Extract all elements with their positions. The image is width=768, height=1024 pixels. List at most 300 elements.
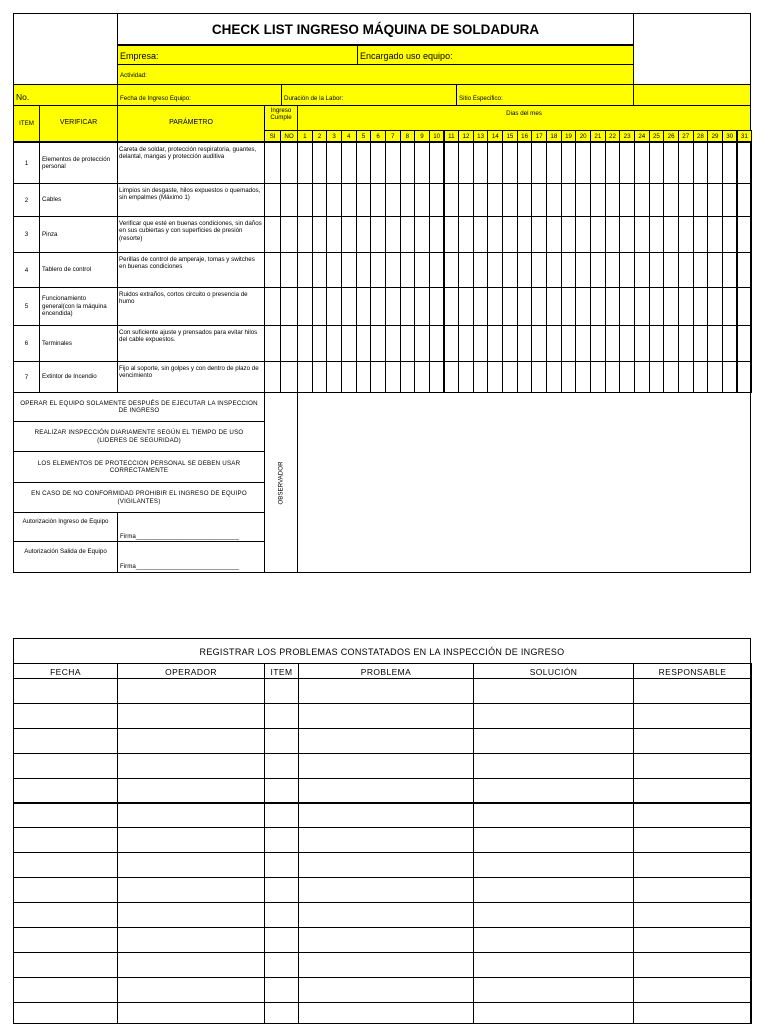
day-checkbox[interactable] — [678, 287, 694, 326]
day-checkbox[interactable] — [502, 361, 518, 393]
problems-cell[interactable] — [473, 753, 634, 779]
day-checkbox[interactable] — [531, 183, 547, 217]
problems-cell[interactable] — [633, 827, 752, 853]
day-checkbox[interactable] — [400, 361, 416, 393]
day-checkbox[interactable] — [429, 183, 445, 217]
day-checkbox[interactable] — [326, 142, 342, 184]
day-checkbox[interactable] — [487, 325, 503, 362]
day-checkbox[interactable] — [517, 142, 533, 184]
day-checkbox[interactable] — [590, 325, 606, 362]
day-checkbox[interactable] — [473, 287, 489, 326]
problems-cell[interactable] — [13, 778, 118, 804]
day-checkbox[interactable] — [429, 252, 445, 288]
day-checkbox[interactable] — [693, 361, 709, 393]
problems-cell[interactable] — [473, 778, 634, 804]
day-checkbox[interactable] — [385, 216, 401, 253]
day-checkbox[interactable] — [297, 252, 313, 288]
day-checkbox[interactable] — [663, 183, 679, 217]
day-checkbox[interactable] — [502, 325, 518, 362]
day-checkbox[interactable] — [561, 183, 577, 217]
day-checkbox[interactable] — [634, 361, 650, 393]
day-checkbox[interactable] — [502, 287, 518, 326]
day-checkbox[interactable] — [370, 361, 386, 393]
day-checkbox[interactable] — [546, 361, 562, 393]
day-checkbox[interactable] — [312, 252, 328, 288]
problems-cell[interactable] — [117, 827, 265, 853]
day-checkbox[interactable] — [707, 216, 723, 253]
day-checkbox[interactable] — [458, 252, 474, 288]
si-checkbox[interactable] — [264, 216, 281, 253]
day-checkbox[interactable] — [649, 142, 665, 184]
day-checkbox[interactable] — [414, 325, 430, 362]
day-checkbox[interactable] — [707, 183, 723, 217]
problems-cell[interactable] — [117, 977, 265, 1003]
day-checkbox[interactable] — [297, 216, 313, 253]
day-checkbox[interactable] — [458, 183, 474, 217]
day-checkbox[interactable] — [605, 252, 621, 288]
day-checkbox[interactable] — [678, 325, 694, 362]
day-checkbox[interactable] — [678, 252, 694, 288]
day-checkbox[interactable] — [517, 361, 533, 393]
day-checkbox[interactable] — [517, 216, 533, 253]
problems-cell[interactable] — [117, 952, 265, 978]
day-checkbox[interactable] — [663, 252, 679, 288]
problems-cell[interactable] — [117, 678, 265, 704]
day-checkbox[interactable] — [297, 287, 313, 326]
day-checkbox[interactable] — [663, 142, 679, 184]
no-checkbox[interactable] — [280, 142, 298, 184]
day-checkbox[interactable] — [312, 142, 328, 184]
problems-cell[interactable] — [13, 927, 118, 953]
day-checkbox[interactable] — [473, 142, 489, 184]
problems-cell[interactable] — [633, 778, 752, 804]
day-checkbox[interactable] — [590, 287, 606, 326]
day-checkbox[interactable] — [517, 325, 533, 362]
day-checkbox[interactable] — [341, 325, 357, 362]
duracion-field[interactable] — [281, 84, 457, 106]
problems-cell[interactable] — [13, 902, 118, 928]
no-checkbox[interactable] — [280, 252, 298, 288]
day-checkbox[interactable] — [561, 325, 577, 362]
day-checkbox[interactable] — [546, 325, 562, 362]
day-checkbox[interactable] — [663, 287, 679, 326]
day-checkbox[interactable] — [707, 361, 723, 393]
day-checkbox[interactable] — [502, 252, 518, 288]
day-checkbox[interactable] — [326, 216, 342, 253]
day-checkbox[interactable] — [531, 361, 547, 393]
problems-cell[interactable] — [633, 877, 752, 903]
no-checkbox[interactable] — [280, 287, 298, 326]
day-checkbox[interactable] — [444, 183, 460, 217]
problems-cell[interactable] — [13, 952, 118, 978]
no-field[interactable] — [13, 84, 118, 106]
day-checkbox[interactable] — [663, 325, 679, 362]
problems-cell[interactable] — [264, 852, 299, 878]
problems-cell[interactable] — [298, 678, 474, 704]
day-checkbox[interactable] — [605, 287, 621, 326]
day-checkbox[interactable] — [487, 252, 503, 288]
day-checkbox[interactable] — [297, 325, 313, 362]
day-checkbox[interactable] — [385, 252, 401, 288]
day-checkbox[interactable] — [326, 252, 342, 288]
problems-cell[interactable] — [298, 927, 474, 953]
day-checkbox[interactable] — [370, 287, 386, 326]
day-checkbox[interactable] — [619, 183, 635, 217]
problems-cell[interactable] — [117, 877, 265, 903]
problems-cell[interactable] — [264, 703, 299, 729]
actividad-field[interactable] — [117, 64, 634, 85]
problems-cell[interactable] — [473, 678, 634, 704]
day-checkbox[interactable] — [341, 142, 357, 184]
day-checkbox[interactable] — [370, 325, 386, 362]
day-checkbox[interactable] — [502, 216, 518, 253]
problems-cell[interactable] — [13, 728, 118, 754]
day-checkbox[interactable] — [487, 287, 503, 326]
problems-cell[interactable] — [298, 778, 474, 804]
day-checkbox[interactable] — [605, 142, 621, 184]
problems-cell[interactable] — [298, 902, 474, 928]
problems-cell[interactable] — [264, 753, 299, 779]
day-checkbox[interactable] — [487, 361, 503, 393]
problems-cell[interactable] — [633, 977, 752, 1003]
day-checkbox[interactable] — [737, 325, 753, 362]
problems-cell[interactable] — [298, 877, 474, 903]
day-checkbox[interactable] — [414, 183, 430, 217]
day-checkbox[interactable] — [722, 287, 738, 326]
problems-cell[interactable] — [298, 703, 474, 729]
day-checkbox[interactable] — [444, 361, 460, 393]
day-checkbox[interactable] — [531, 216, 547, 253]
day-checkbox[interactable] — [356, 361, 372, 393]
problems-cell[interactable] — [298, 1002, 474, 1024]
day-checkbox[interactable] — [531, 252, 547, 288]
day-checkbox[interactable] — [575, 325, 591, 362]
day-checkbox[interactable] — [458, 361, 474, 393]
problems-cell[interactable] — [473, 927, 634, 953]
day-checkbox[interactable] — [575, 216, 591, 253]
si-checkbox[interactable] — [264, 325, 281, 362]
problems-cell[interactable] — [13, 977, 118, 1003]
day-checkbox[interactable] — [385, 183, 401, 217]
day-checkbox[interactable] — [326, 183, 342, 217]
day-checkbox[interactable] — [561, 142, 577, 184]
day-checkbox[interactable] — [341, 361, 357, 393]
day-checkbox[interactable] — [414, 287, 430, 326]
problems-cell[interactable] — [117, 1002, 265, 1024]
problems-cell[interactable] — [117, 902, 265, 928]
problems-cell[interactable] — [264, 803, 299, 829]
day-checkbox[interactable] — [312, 361, 328, 393]
day-checkbox[interactable] — [341, 252, 357, 288]
day-checkbox[interactable] — [400, 216, 416, 253]
day-checkbox[interactable] — [458, 287, 474, 326]
day-checkbox[interactable] — [575, 361, 591, 393]
day-checkbox[interactable] — [370, 183, 386, 217]
problems-cell[interactable] — [473, 902, 634, 928]
day-checkbox[interactable] — [517, 287, 533, 326]
day-checkbox[interactable] — [649, 361, 665, 393]
day-checkbox[interactable] — [429, 216, 445, 253]
day-checkbox[interactable] — [649, 287, 665, 326]
day-checkbox[interactable] — [737, 287, 753, 326]
day-checkbox[interactable] — [400, 252, 416, 288]
day-checkbox[interactable] — [693, 252, 709, 288]
day-checkbox[interactable] — [722, 325, 738, 362]
problems-cell[interactable] — [13, 703, 118, 729]
day-checkbox[interactable] — [546, 183, 562, 217]
no-checkbox[interactable] — [280, 216, 298, 253]
day-checkbox[interactable] — [605, 325, 621, 362]
day-checkbox[interactable] — [575, 142, 591, 184]
day-checkbox[interactable] — [634, 216, 650, 253]
problems-cell[interactable] — [264, 827, 299, 853]
day-checkbox[interactable] — [356, 252, 372, 288]
day-checkbox[interactable] — [649, 325, 665, 362]
day-checkbox[interactable] — [444, 252, 460, 288]
problems-cell[interactable] — [473, 877, 634, 903]
day-checkbox[interactable] — [487, 183, 503, 217]
no-checkbox[interactable] — [280, 325, 298, 362]
day-checkbox[interactable] — [561, 287, 577, 326]
day-checkbox[interactable] — [487, 216, 503, 253]
day-checkbox[interactable] — [693, 325, 709, 362]
encargado-field[interactable] — [357, 45, 634, 65]
day-checkbox[interactable] — [400, 142, 416, 184]
problems-cell[interactable] — [473, 952, 634, 978]
day-checkbox[interactable] — [575, 183, 591, 217]
day-checkbox[interactable] — [356, 183, 372, 217]
day-checkbox[interactable] — [356, 325, 372, 362]
problems-cell[interactable] — [117, 703, 265, 729]
day-checkbox[interactable] — [458, 216, 474, 253]
day-checkbox[interactable] — [429, 361, 445, 393]
day-checkbox[interactable] — [605, 216, 621, 253]
day-checkbox[interactable] — [737, 216, 753, 253]
day-checkbox[interactable] — [546, 287, 562, 326]
day-checkbox[interactable] — [649, 183, 665, 217]
day-checkbox[interactable] — [546, 142, 562, 184]
day-checkbox[interactable] — [487, 142, 503, 184]
day-checkbox[interactable] — [473, 325, 489, 362]
problems-cell[interactable] — [117, 803, 265, 829]
day-checkbox[interactable] — [312, 287, 328, 326]
day-checkbox[interactable] — [649, 216, 665, 253]
problems-cell[interactable] — [264, 778, 299, 804]
day-checkbox[interactable] — [575, 287, 591, 326]
problems-cell[interactable] — [117, 852, 265, 878]
day-checkbox[interactable] — [737, 183, 753, 217]
problems-cell[interactable] — [117, 728, 265, 754]
day-checkbox[interactable] — [429, 325, 445, 362]
problems-cell[interactable] — [264, 952, 299, 978]
day-checkbox[interactable] — [356, 287, 372, 326]
problems-cell[interactable] — [633, 678, 752, 704]
day-checkbox[interactable] — [634, 252, 650, 288]
day-checkbox[interactable] — [619, 216, 635, 253]
day-checkbox[interactable] — [341, 216, 357, 253]
day-checkbox[interactable] — [326, 361, 342, 393]
si-checkbox[interactable] — [264, 183, 281, 217]
day-checkbox[interactable] — [707, 325, 723, 362]
problems-cell[interactable] — [13, 753, 118, 779]
day-checkbox[interactable] — [693, 142, 709, 184]
day-checkbox[interactable] — [341, 287, 357, 326]
day-checkbox[interactable] — [531, 287, 547, 326]
day-checkbox[interactable] — [722, 183, 738, 217]
day-checkbox[interactable] — [429, 287, 445, 326]
si-checkbox[interactable] — [264, 287, 281, 326]
firma-salida-field[interactable] — [117, 541, 265, 573]
day-checkbox[interactable] — [619, 142, 635, 184]
problems-cell[interactable] — [264, 977, 299, 1003]
day-checkbox[interactable] — [517, 183, 533, 217]
day-checkbox[interactable] — [531, 325, 547, 362]
day-checkbox[interactable] — [385, 142, 401, 184]
sitio-field[interactable] — [456, 84, 634, 106]
day-checkbox[interactable] — [458, 325, 474, 362]
day-checkbox[interactable] — [458, 142, 474, 184]
day-checkbox[interactable] — [693, 183, 709, 217]
day-checkbox[interactable] — [693, 287, 709, 326]
day-checkbox[interactable] — [444, 216, 460, 253]
day-checkbox[interactable] — [561, 361, 577, 393]
day-checkbox[interactable] — [297, 183, 313, 217]
problems-cell[interactable] — [633, 753, 752, 779]
day-checkbox[interactable] — [678, 142, 694, 184]
problems-cell[interactable] — [298, 827, 474, 853]
day-checkbox[interactable] — [297, 142, 313, 184]
problems-cell[interactable] — [633, 803, 752, 829]
day-checkbox[interactable] — [678, 216, 694, 253]
day-checkbox[interactable] — [590, 361, 606, 393]
day-checkbox[interactable] — [590, 216, 606, 253]
problems-cell[interactable] — [473, 827, 634, 853]
problems-cell[interactable] — [13, 852, 118, 878]
extra-field[interactable] — [633, 84, 751, 106]
day-checkbox[interactable] — [693, 216, 709, 253]
problems-cell[interactable] — [473, 852, 634, 878]
day-checkbox[interactable] — [663, 361, 679, 393]
day-checkbox[interactable] — [561, 252, 577, 288]
day-checkbox[interactable] — [649, 252, 665, 288]
day-checkbox[interactable] — [502, 183, 518, 217]
day-checkbox[interactable] — [678, 183, 694, 217]
no-checkbox[interactable] — [280, 183, 298, 217]
day-checkbox[interactable] — [444, 287, 460, 326]
day-checkbox[interactable] — [341, 183, 357, 217]
problems-cell[interactable] — [633, 902, 752, 928]
problems-cell[interactable] — [117, 927, 265, 953]
day-checkbox[interactable] — [590, 142, 606, 184]
day-checkbox[interactable] — [473, 361, 489, 393]
day-checkbox[interactable] — [619, 287, 635, 326]
day-checkbox[interactable] — [605, 183, 621, 217]
day-checkbox[interactable] — [722, 216, 738, 253]
day-checkbox[interactable] — [414, 361, 430, 393]
day-checkbox[interactable] — [400, 183, 416, 217]
day-checkbox[interactable] — [619, 252, 635, 288]
day-checkbox[interactable] — [385, 287, 401, 326]
day-checkbox[interactable] — [414, 216, 430, 253]
day-checkbox[interactable] — [473, 183, 489, 217]
day-checkbox[interactable] — [722, 252, 738, 288]
problems-cell[interactable] — [633, 703, 752, 729]
day-checkbox[interactable] — [297, 361, 313, 393]
si-checkbox[interactable] — [264, 361, 281, 393]
day-checkbox[interactable] — [414, 252, 430, 288]
problems-cell[interactable] — [298, 977, 474, 1003]
day-checkbox[interactable] — [707, 252, 723, 288]
problems-cell[interactable] — [473, 728, 634, 754]
day-checkbox[interactable] — [737, 142, 753, 184]
day-checkbox[interactable] — [370, 142, 386, 184]
problems-cell[interactable] — [13, 678, 118, 704]
problems-cell[interactable] — [473, 1002, 634, 1024]
fecha-ingreso-field[interactable] — [117, 84, 282, 106]
day-checkbox[interactable] — [722, 142, 738, 184]
empresa-field[interactable] — [117, 45, 358, 65]
day-checkbox[interactable] — [590, 252, 606, 288]
day-checkbox[interactable] — [634, 142, 650, 184]
day-checkbox[interactable] — [737, 361, 753, 393]
day-checkbox[interactable] — [356, 216, 372, 253]
day-checkbox[interactable] — [707, 142, 723, 184]
day-checkbox[interactable] — [678, 361, 694, 393]
day-checkbox[interactable] — [590, 183, 606, 217]
day-checkbox[interactable] — [444, 142, 460, 184]
problems-cell[interactable] — [117, 753, 265, 779]
problems-cell[interactable] — [633, 852, 752, 878]
day-checkbox[interactable] — [634, 287, 650, 326]
day-checkbox[interactable] — [370, 252, 386, 288]
problems-cell[interactable] — [298, 952, 474, 978]
problems-cell[interactable] — [13, 1002, 118, 1024]
day-checkbox[interactable] — [356, 142, 372, 184]
problems-cell[interactable] — [264, 1002, 299, 1024]
day-checkbox[interactable] — [707, 287, 723, 326]
day-checkbox[interactable] — [561, 216, 577, 253]
day-checkbox[interactable] — [429, 142, 445, 184]
problems-cell[interactable] — [633, 1002, 752, 1024]
day-checkbox[interactable] — [634, 183, 650, 217]
si-checkbox[interactable] — [264, 252, 281, 288]
day-checkbox[interactable] — [546, 216, 562, 253]
day-checkbox[interactable] — [312, 183, 328, 217]
problems-cell[interactable] — [264, 728, 299, 754]
day-checkbox[interactable] — [400, 287, 416, 326]
day-checkbox[interactable] — [326, 325, 342, 362]
day-checkbox[interactable] — [634, 325, 650, 362]
day-checkbox[interactable] — [385, 325, 401, 362]
day-checkbox[interactable] — [722, 361, 738, 393]
day-checkbox[interactable] — [312, 216, 328, 253]
day-checkbox[interactable] — [385, 361, 401, 393]
day-checkbox[interactable] — [619, 325, 635, 362]
day-checkbox[interactable] — [517, 252, 533, 288]
problems-cell[interactable] — [13, 827, 118, 853]
day-checkbox[interactable] — [312, 325, 328, 362]
problems-cell[interactable] — [264, 902, 299, 928]
problems-cell[interactable] — [298, 803, 474, 829]
day-checkbox[interactable] — [737, 252, 753, 288]
problems-cell[interactable] — [633, 927, 752, 953]
problems-cell[interactable] — [473, 803, 634, 829]
problems-cell[interactable] — [13, 877, 118, 903]
day-checkbox[interactable] — [575, 252, 591, 288]
day-checkbox[interactable] — [605, 361, 621, 393]
no-checkbox[interactable] — [280, 361, 298, 393]
day-checkbox[interactable] — [444, 325, 460, 362]
